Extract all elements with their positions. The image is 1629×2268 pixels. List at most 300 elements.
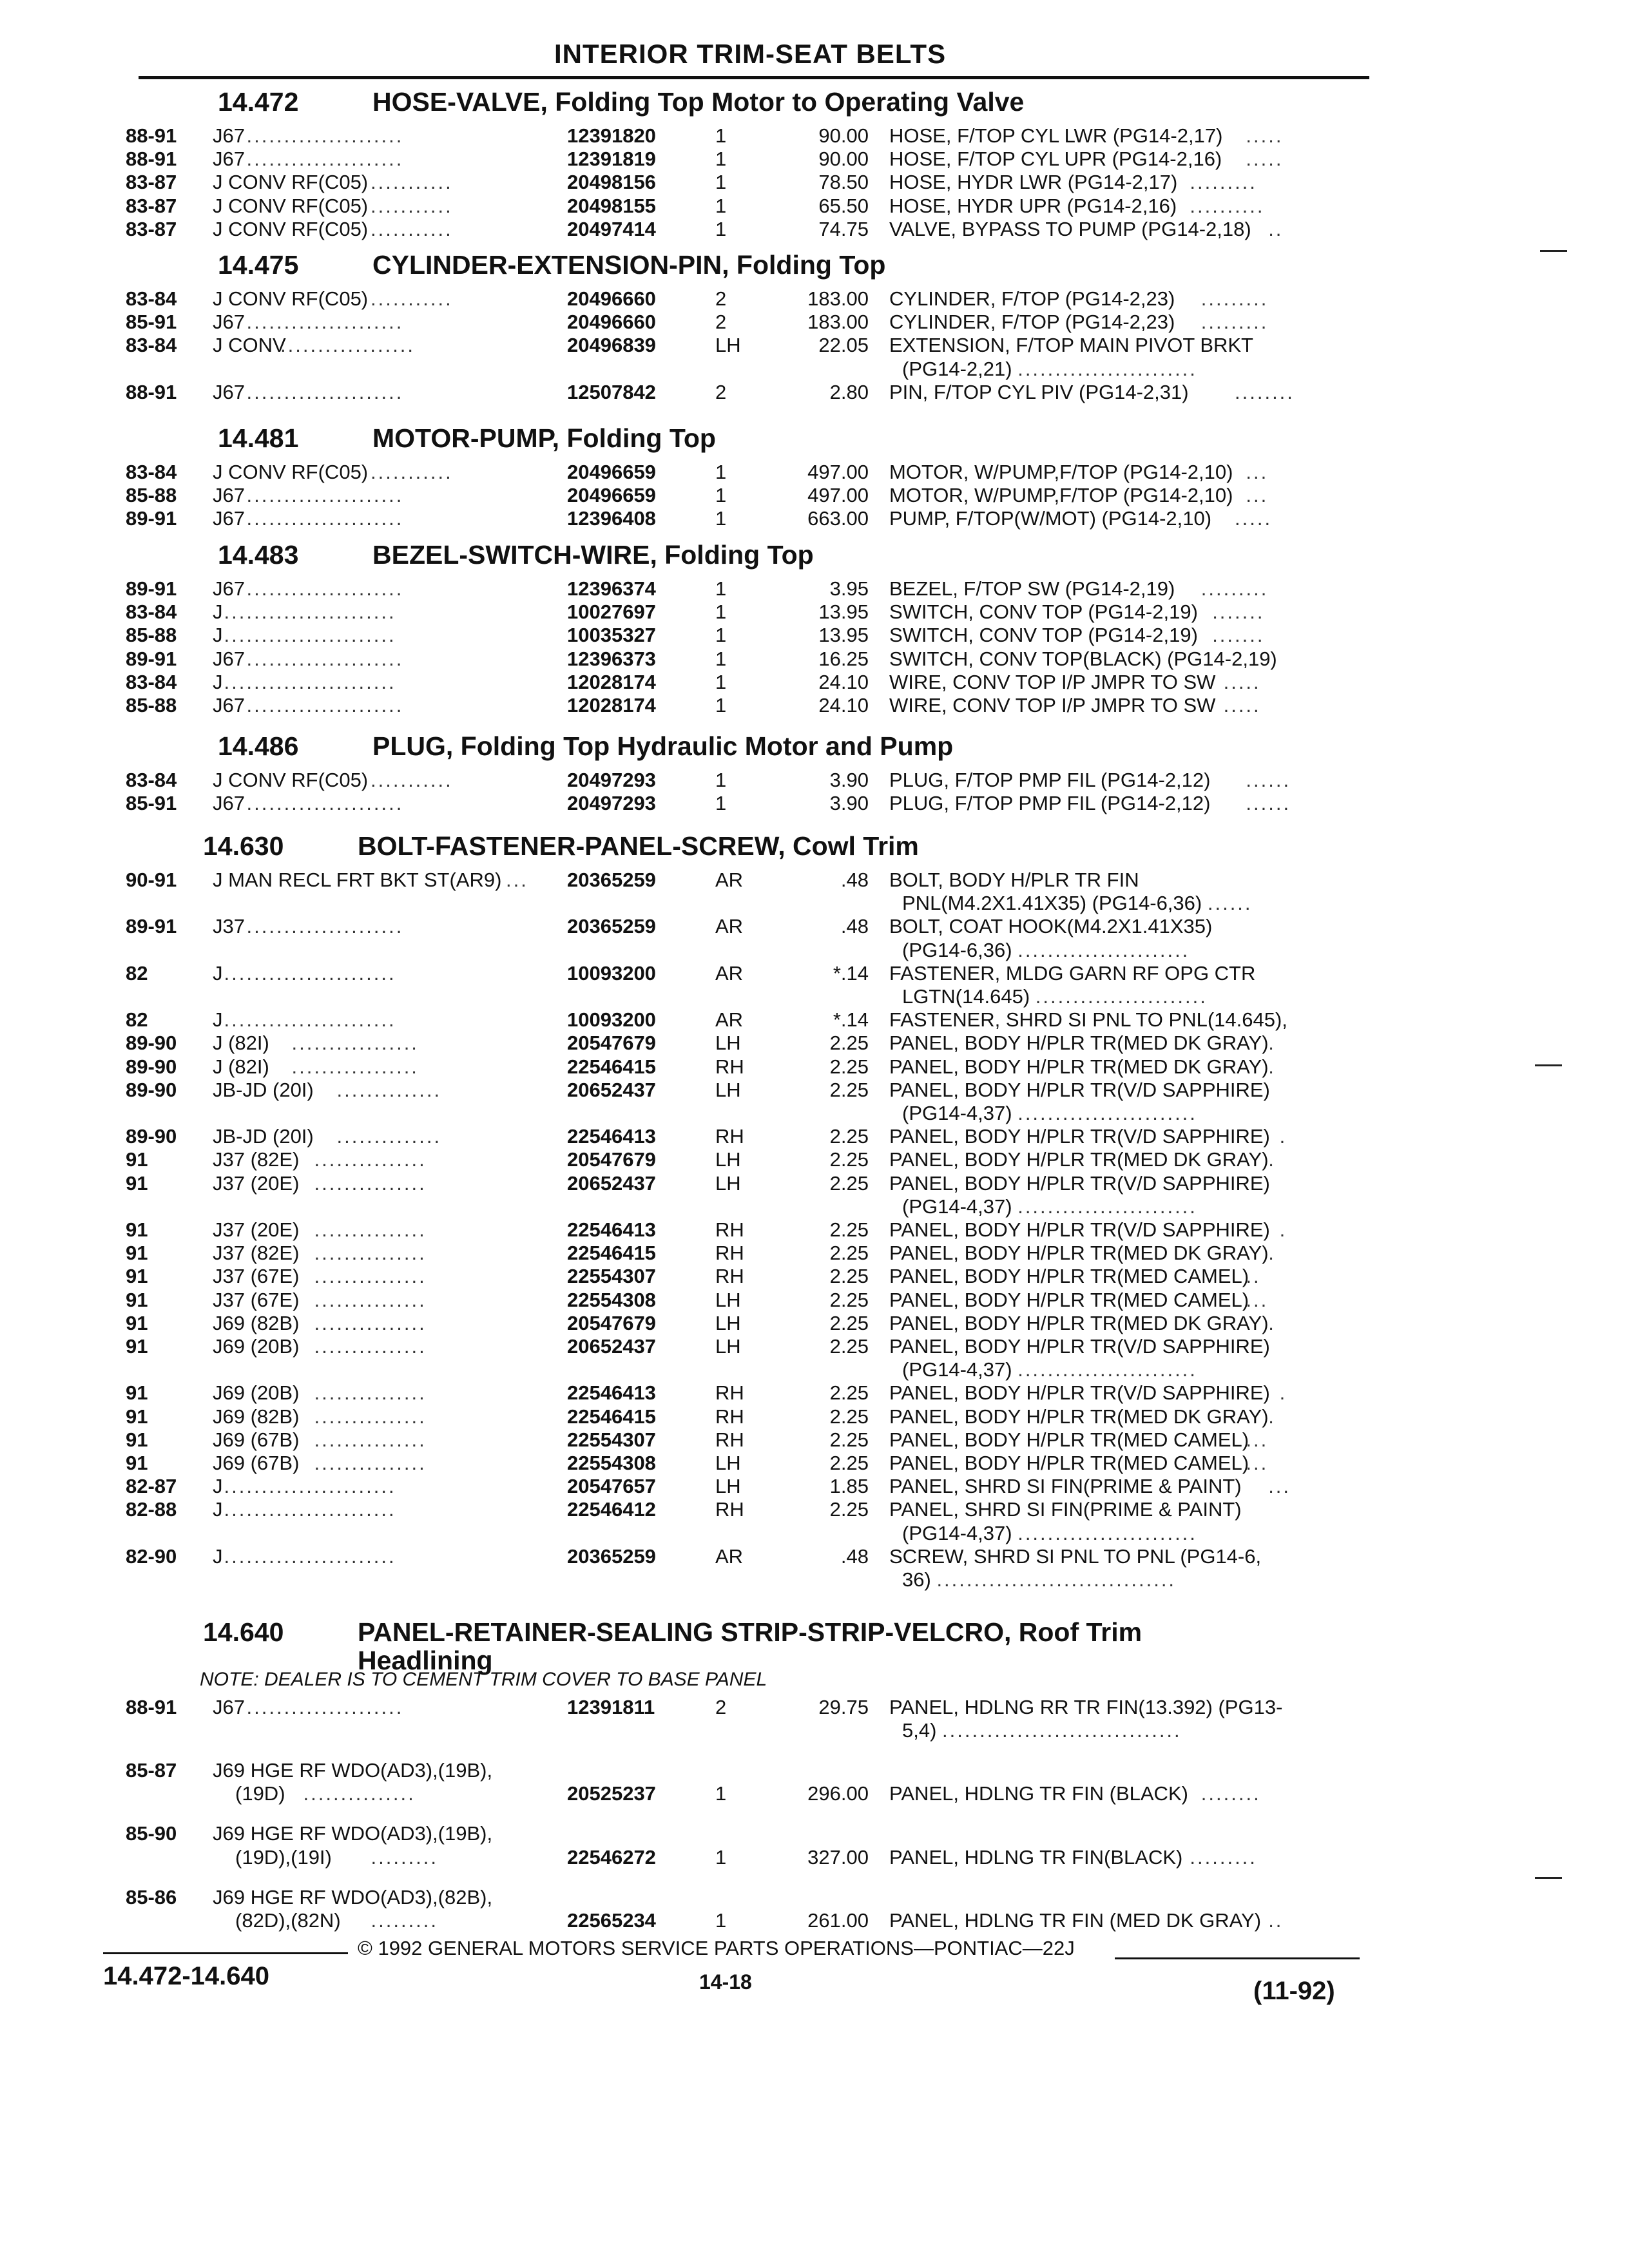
model-years: 85-88 xyxy=(126,694,177,716)
price: 2.25 xyxy=(829,1452,869,1474)
usage-code: J xyxy=(213,601,223,624)
dot-leader: ....................... xyxy=(224,1008,396,1032)
price: 2.25 xyxy=(829,1311,869,1334)
quantity: 1 xyxy=(715,194,727,217)
model-years: 91 xyxy=(126,1381,148,1405)
usage-code: J67 xyxy=(213,792,245,815)
description-continued xyxy=(902,1719,1182,1742)
part-description: PANEL, BODY H/PLR TR(V/D SAPPHIRE) xyxy=(889,1335,1270,1358)
model-years: 85-91 xyxy=(126,792,177,815)
description-continued-text: (PG14-2,21) xyxy=(902,357,1012,380)
usage-code: J37 (67E) xyxy=(213,1265,300,1288)
description-leader: ..... xyxy=(1223,694,1261,716)
quantity: RH xyxy=(715,1242,744,1265)
part-number: 22554307 xyxy=(567,1265,656,1288)
section-number: 14.630 xyxy=(203,831,284,861)
dot-leader: ............... xyxy=(314,1171,427,1195)
price: 2.25 xyxy=(829,1428,869,1451)
dot-leader: ............... xyxy=(303,1782,416,1805)
model-years: 91 xyxy=(126,1452,148,1474)
dot-leader: ......... xyxy=(371,1908,439,1932)
part-row xyxy=(0,648,1629,671)
quantity: 1 xyxy=(715,694,727,716)
section-title: MOTOR-PUMP, Folding Top xyxy=(372,423,716,453)
price: .48 xyxy=(840,869,869,891)
price: 2.25 xyxy=(829,1265,869,1288)
model-years: 83-84 xyxy=(126,769,177,791)
part-number: 20365259 xyxy=(567,915,656,938)
quantity: 1 xyxy=(715,171,727,194)
price: 16.25 xyxy=(818,647,869,670)
quantity: RH xyxy=(715,1125,744,1148)
part-row xyxy=(0,1452,1629,1475)
part-description: PANEL, BODY H/PLR TR(MED DK GRAY) xyxy=(889,1055,1269,1078)
description-leader: ........ xyxy=(1200,1782,1261,1805)
dot-leader: ..................... xyxy=(246,507,404,530)
model-years: 91 xyxy=(126,1242,148,1265)
description-leader: ......... xyxy=(1200,311,1269,334)
description-continued xyxy=(902,1102,1197,1125)
price: 2.25 xyxy=(829,1032,869,1055)
part-row xyxy=(0,287,1629,311)
description-leader: ..... xyxy=(1246,124,1284,147)
usage-code: J CONV RF(C05) xyxy=(213,287,369,310)
dot-leader: ........... xyxy=(371,194,453,217)
dot-leader: ..................... xyxy=(246,647,404,670)
model-years: 82-87 xyxy=(126,1475,177,1498)
usage-code: J CONV RF(C05) xyxy=(213,769,369,791)
quantity: RH xyxy=(715,1428,744,1451)
usage-code: J69 (67B) xyxy=(213,1452,300,1474)
part-number: 20496660 xyxy=(567,287,656,310)
footer-rule xyxy=(1115,1957,1360,1959)
footer-rule xyxy=(103,1952,348,1954)
quantity: 1 xyxy=(715,1908,727,1932)
dot-leader: ..................... xyxy=(246,915,404,938)
model-years: 91 xyxy=(126,1171,148,1195)
quantity: RH xyxy=(715,1498,744,1521)
part-number: 12396373 xyxy=(567,647,656,670)
part-description: PANEL, BODY H/PLR TR(V/D SAPPHIRE) xyxy=(889,1171,1270,1195)
part-description: PANEL, BODY H/PLR TR(MED CAMEL) xyxy=(889,1452,1249,1474)
part-number: 12028174 xyxy=(567,694,656,716)
description-continued-leader: ........................ xyxy=(1017,1521,1197,1544)
price: 3.90 xyxy=(829,769,869,791)
price: 261.00 xyxy=(807,1908,869,1932)
usage-code: J xyxy=(213,1498,223,1521)
quantity: 2 xyxy=(715,311,727,334)
part-row xyxy=(0,1032,1629,1055)
margin-mark xyxy=(1535,1877,1562,1879)
description-leader: ... xyxy=(1246,461,1269,483)
quantity: 1 xyxy=(715,217,727,240)
model-years: 82-90 xyxy=(126,1544,177,1568)
dot-leader: ................. xyxy=(291,1032,419,1055)
description-continued-leader: ........................ xyxy=(1017,1358,1197,1381)
part-number: 22554308 xyxy=(567,1288,656,1311)
description-leader: .......... xyxy=(1190,194,1265,217)
part-description: SCREW, SHRD SI PNL TO PNL (PG14-6, xyxy=(889,1544,1262,1568)
quantity: LH xyxy=(715,334,741,357)
dot-leader: ............... xyxy=(314,1452,427,1474)
description-leader: . xyxy=(1268,1242,1276,1265)
quantity: 1 xyxy=(715,1782,727,1805)
part-number: 20496659 xyxy=(567,461,656,483)
dot-leader: .............. xyxy=(336,1125,442,1148)
description-continued-text: (PG14-6,36) xyxy=(902,938,1012,961)
part-row xyxy=(0,1008,1629,1032)
part-number: 10093200 xyxy=(567,1008,656,1032)
price: *.14 xyxy=(833,961,869,985)
price: 2.25 xyxy=(829,1055,869,1078)
section-title: HOSE-VALVE, Folding Top Motor to Operating Valve xyxy=(372,87,1025,117)
part-number: 20547679 xyxy=(567,1311,656,1334)
part-row xyxy=(0,1428,1629,1452)
margin-mark xyxy=(1535,1064,1562,1066)
description-leader: ... xyxy=(1246,1452,1269,1474)
quantity: LH xyxy=(715,1452,741,1474)
model-years: 89-90 xyxy=(126,1125,177,1148)
usage-code: J67 xyxy=(213,577,245,600)
dot-leader: ........... xyxy=(371,769,453,791)
part-number: 20497293 xyxy=(567,769,656,791)
description-leader: ......... xyxy=(1190,1845,1257,1869)
price: 90.00 xyxy=(818,124,869,147)
part-description: PANEL, BODY H/PLR TR(MED CAMEL) xyxy=(889,1428,1249,1451)
part-number: 20365259 xyxy=(567,1544,656,1568)
description-leader: . xyxy=(1268,1148,1276,1171)
part-number: 22546412 xyxy=(567,1498,656,1521)
dot-leader: ............... xyxy=(314,1428,427,1451)
model-years: 91 xyxy=(126,1265,148,1288)
part-number: 20497293 xyxy=(567,792,656,815)
dot-leader: ............... xyxy=(314,1265,427,1288)
part-row xyxy=(0,1125,1629,1148)
usage-code: JB-JD (20I) xyxy=(213,1125,314,1148)
section-title-continued: Headlining xyxy=(358,1646,493,1675)
price: 663.00 xyxy=(807,507,869,530)
quantity: LH xyxy=(715,1148,741,1171)
header-rule xyxy=(139,76,1369,79)
usage-code: J37 (82E) xyxy=(213,1242,300,1265)
part-number: 22546413 xyxy=(567,1125,656,1148)
quantity: 2 xyxy=(715,380,727,403)
part-number: 12391820 xyxy=(567,124,656,147)
section-number: 14.486 xyxy=(218,731,299,761)
part-description: CYLINDER, F/TOP (PG14-2,23) xyxy=(889,311,1175,334)
quantity: 1 xyxy=(715,670,727,693)
description-continued xyxy=(902,939,1190,962)
section-number: 14.472 xyxy=(218,87,299,117)
quantity: 2 xyxy=(715,1696,727,1718)
description-leader: . xyxy=(1268,1405,1276,1428)
part-number: 22554308 xyxy=(567,1452,656,1474)
model-years: 82 xyxy=(126,961,148,985)
price: 90.00 xyxy=(818,148,869,171)
description-continued-leader: ...... xyxy=(1207,892,1253,915)
model-years: 85-86 xyxy=(126,1885,177,1908)
description-leader: . xyxy=(1268,1055,1276,1078)
usage-code: J CONV RF(C05) xyxy=(213,194,369,217)
usage-code-continued: (19D) xyxy=(235,1782,285,1805)
part-description: PANEL, HDLNG TR FIN(BLACK) xyxy=(889,1845,1183,1869)
part-row xyxy=(0,962,1629,985)
quantity: 1 xyxy=(715,624,727,647)
part-row xyxy=(0,1242,1629,1265)
description-continued-text: (PG14-4,37) xyxy=(902,1358,1012,1381)
part-number: 12396408 xyxy=(567,507,656,530)
part-row xyxy=(0,1055,1629,1079)
footer-copyright: © 1992 GENERAL MOTORS SERVICE PARTS OPERATIONS—PONTIAC—22J xyxy=(358,1937,1075,1959)
model-years: 88-91 xyxy=(126,124,177,147)
description-leader: ........ xyxy=(1235,380,1295,403)
model-years: 88-91 xyxy=(126,148,177,171)
part-description: PANEL, BODY H/PLR TR(MED CAMEL) xyxy=(889,1288,1249,1311)
part-number: 20498155 xyxy=(567,194,656,217)
usage-code: J xyxy=(213,1475,223,1498)
description-continued xyxy=(902,358,1197,381)
price: 13.95 xyxy=(818,601,869,624)
description-leader: . xyxy=(1279,1125,1287,1148)
description-continued-text: (PG14-4,37) xyxy=(902,1521,1012,1544)
model-years: 89-91 xyxy=(126,577,177,600)
description-leader: ....... xyxy=(1212,601,1265,624)
model-years: 85-87 xyxy=(126,1759,177,1782)
model-years: 82 xyxy=(126,1008,148,1032)
usage-code: J (82I) xyxy=(213,1055,269,1078)
part-row xyxy=(0,148,1629,171)
price: 2.25 xyxy=(829,1335,869,1358)
part-description: HOSE, HYDR UPR (PG14-2,16) xyxy=(889,194,1177,217)
dot-leader: ..................... xyxy=(246,694,404,716)
model-years: 91 xyxy=(126,1288,148,1311)
section-title: PLUG, Folding Top Hydraulic Motor and Pump xyxy=(372,731,954,761)
part-row xyxy=(0,694,1629,717)
model-years: 89-91 xyxy=(126,647,177,670)
usage-code: J37 (82E) xyxy=(213,1148,300,1171)
part-description: PANEL, BODY H/PLR TR(V/D SAPPHIRE) xyxy=(889,1078,1270,1101)
usage-code: J67 xyxy=(213,148,245,171)
model-years: 91 xyxy=(126,1405,148,1428)
dot-leader: .............. xyxy=(336,1078,442,1101)
quantity: 1 xyxy=(715,647,727,670)
usage-code: J CONV RF(C05) xyxy=(213,217,369,240)
part-number: 20652437 xyxy=(567,1335,656,1358)
part-number: 10035327 xyxy=(567,624,656,647)
description-leader: . xyxy=(1279,1381,1287,1405)
part-description: HOSE, HYDR LWR (PG14-2,17) xyxy=(889,171,1178,194)
price: 2.25 xyxy=(829,1288,869,1311)
part-number: 22565234 xyxy=(567,1908,656,1932)
usage-code: J37 (20E) xyxy=(213,1171,300,1195)
model-years: 83-84 xyxy=(126,461,177,483)
part-row xyxy=(0,507,1629,530)
part-description: CYLINDER, F/TOP (PG14-2,23) xyxy=(889,287,1175,310)
part-row xyxy=(0,1381,1629,1405)
price: 183.00 xyxy=(807,311,869,334)
description-continued xyxy=(902,1522,1197,1545)
quantity: AR xyxy=(715,1544,744,1568)
dot-leader: ....................... xyxy=(224,1475,396,1498)
model-years: 83-87 xyxy=(126,217,177,240)
usage-code: J MAN RECL FRT BKT ST(AR9) xyxy=(213,869,502,891)
part-description: FASTENER, MLDG GARN RF OPG CTR xyxy=(889,961,1256,985)
price: 296.00 xyxy=(807,1782,869,1805)
model-years: 83-84 xyxy=(126,670,177,693)
dot-leader: ............... xyxy=(314,1335,427,1358)
part-number: 20496659 xyxy=(567,484,656,507)
margin-mark xyxy=(1540,250,1567,252)
price: 13.95 xyxy=(818,624,869,647)
part-number: 20652437 xyxy=(567,1078,656,1101)
usage-code: J67 xyxy=(213,311,245,334)
part-number: 22546413 xyxy=(567,1381,656,1405)
dot-leader: ....................... xyxy=(224,961,396,985)
usage-code: J xyxy=(213,1008,223,1032)
usage-code: J67 xyxy=(213,647,245,670)
part-number: 20525237 xyxy=(567,1782,656,1805)
part-description: PANEL, BODY H/PLR TR(MED DK GRAY) xyxy=(889,1242,1269,1265)
quantity: 1 xyxy=(715,484,727,507)
usage-code: JB-JD (20I) xyxy=(213,1078,314,1101)
page-title: INTERIOR TRIM-SEAT BELTS xyxy=(554,39,947,69)
part-number: 20496660 xyxy=(567,311,656,334)
quantity: 1 xyxy=(715,601,727,624)
dot-leader: ........... xyxy=(371,217,453,240)
part-row xyxy=(0,601,1629,624)
description-continued-text: (PG14-4,37) xyxy=(902,1195,1012,1218)
model-years: 91 xyxy=(126,1428,148,1451)
description-leader: ..... xyxy=(1235,507,1273,530)
description-leader: ...... xyxy=(1246,769,1291,791)
dot-leader: .................. xyxy=(280,334,416,357)
part-description: PANEL, BODY H/PLR TR(MED DK GRAY) xyxy=(889,1032,1269,1055)
part-number: 22546272 xyxy=(567,1845,656,1869)
price: 2.25 xyxy=(829,1078,869,1101)
quantity: RH xyxy=(715,1055,744,1078)
quantity: RH xyxy=(715,1381,744,1405)
part-number: 22546415 xyxy=(567,1055,656,1078)
part-row xyxy=(0,1475,1629,1498)
quantity: LH xyxy=(715,1335,741,1358)
section-number: 14.483 xyxy=(218,540,299,570)
description-leader: ... xyxy=(1246,1428,1269,1451)
price: 1.85 xyxy=(829,1475,869,1498)
footer-section-range: 14.472-14.640 xyxy=(103,1962,270,1990)
usage-code: J67 xyxy=(213,1696,245,1718)
quantity: AR xyxy=(715,961,744,985)
quantity: 1 xyxy=(715,461,727,483)
quantity: LH xyxy=(715,1078,741,1101)
usage-code: J37 (20E) xyxy=(213,1218,300,1241)
section-number: 14.475 xyxy=(218,250,299,280)
section-heading xyxy=(218,87,1024,117)
price: 29.75 xyxy=(818,1696,869,1718)
dot-leader: ............... xyxy=(314,1381,427,1405)
description-continued-text: PNL(M4.2X1.41X35) (PG14-6,36) xyxy=(902,892,1202,915)
price: 2.25 xyxy=(829,1218,869,1241)
part-number: 20547657 xyxy=(567,1475,656,1498)
model-years: 82-88 xyxy=(126,1498,177,1521)
dot-leader: ..................... xyxy=(246,577,404,600)
model-years: 89-91 xyxy=(126,507,177,530)
part-description: PUMP, F/TOP(W/MOT) (PG14-2,10) xyxy=(889,507,1212,530)
part-number: 12396374 xyxy=(567,577,656,600)
part-number: 12507842 xyxy=(567,380,656,403)
price: 183.00 xyxy=(807,287,869,310)
footer-page-number: 14-18 xyxy=(699,1970,752,1994)
description-continued-leader: ................................ xyxy=(942,1719,1182,1742)
part-row xyxy=(0,195,1629,218)
usage-code: J67 xyxy=(213,694,245,716)
part-row xyxy=(0,869,1629,892)
dot-leader: ..................... xyxy=(246,484,404,507)
part-description: FASTENER, SHRD SI PNL TO PNL(14.645), xyxy=(889,1008,1287,1032)
price: 2.25 xyxy=(829,1381,869,1405)
model-years: 88-91 xyxy=(126,380,177,403)
model-years: 85-91 xyxy=(126,311,177,334)
section-note: NOTE: DEALER IS TO CEMENT TRIM COVER TO BASE PANEL xyxy=(200,1669,767,1690)
usage-code: J (82I) xyxy=(213,1032,269,1055)
section-number: 14.640 xyxy=(203,1617,284,1647)
part-number: 20497414 xyxy=(567,217,656,240)
dot-leader: ..................... xyxy=(246,311,404,334)
part-description: MOTOR, W/PUMP,F/TOP (PG14-2,10) xyxy=(889,484,1233,507)
dot-leader: ..................... xyxy=(246,124,404,147)
part-description: PANEL, BODY H/PLR TR(MED DK GRAY) xyxy=(889,1311,1269,1334)
description-leader: ...... xyxy=(1246,792,1291,815)
quantity: AR xyxy=(715,1008,744,1032)
part-number: 12391811 xyxy=(567,1696,655,1718)
usage-code: J37 (67E) xyxy=(213,1288,300,1311)
part-description: PLUG, F/TOP PMP FIL (PG14-2,12) xyxy=(889,769,1211,791)
section-heading xyxy=(218,731,953,762)
description-leader: ..... xyxy=(1246,148,1284,171)
part-row xyxy=(0,624,1629,647)
dot-leader: ..................... xyxy=(246,792,404,815)
description-leader: . xyxy=(1268,1311,1276,1334)
dot-leader: ......... xyxy=(371,1845,439,1869)
part-number: 12028174 xyxy=(567,670,656,693)
description-leader: ......... xyxy=(1200,287,1269,310)
usage-code-continued: (82D),(82N) xyxy=(235,1908,341,1932)
description-leader: ... xyxy=(1246,484,1269,507)
model-years: 83-87 xyxy=(126,194,177,217)
dot-leader: ........... xyxy=(371,287,453,310)
part-row xyxy=(0,769,1629,792)
part-description: PANEL, BODY H/PLR TR(MED DK GRAY) xyxy=(889,1405,1269,1428)
dot-leader: ............... xyxy=(314,1148,427,1171)
description-leader: ... xyxy=(1268,1475,1291,1498)
usage-code: J xyxy=(213,624,223,647)
usage-code: J69 HGE RF WDO(AD3),(82B), xyxy=(213,1885,493,1908)
part-row xyxy=(0,484,1629,507)
section-heading xyxy=(218,250,885,280)
description-continued xyxy=(902,1195,1197,1218)
section-title: BEZEL-SWITCH-WIRE, Folding Top xyxy=(372,540,814,570)
usage-code: J xyxy=(213,1544,223,1568)
price: 24.10 xyxy=(818,670,869,693)
part-row xyxy=(0,1172,1629,1195)
description-continued xyxy=(902,1568,1176,1591)
part-description: MOTOR, W/PUMP,F/TOP (PG14-2,10) xyxy=(889,461,1233,483)
part-number: 22546415 xyxy=(567,1242,656,1265)
dot-leader: ....................... xyxy=(224,670,396,693)
usage-code-continued: (19D),(19I) xyxy=(235,1845,332,1869)
description-continued-text: LGTN(14.645) xyxy=(902,985,1030,1008)
part-description: PANEL, BODY H/PLR TR(V/D SAPPHIRE) xyxy=(889,1218,1270,1241)
part-description: PANEL, BODY H/PLR TR(MED DK GRAY) xyxy=(889,1148,1269,1171)
